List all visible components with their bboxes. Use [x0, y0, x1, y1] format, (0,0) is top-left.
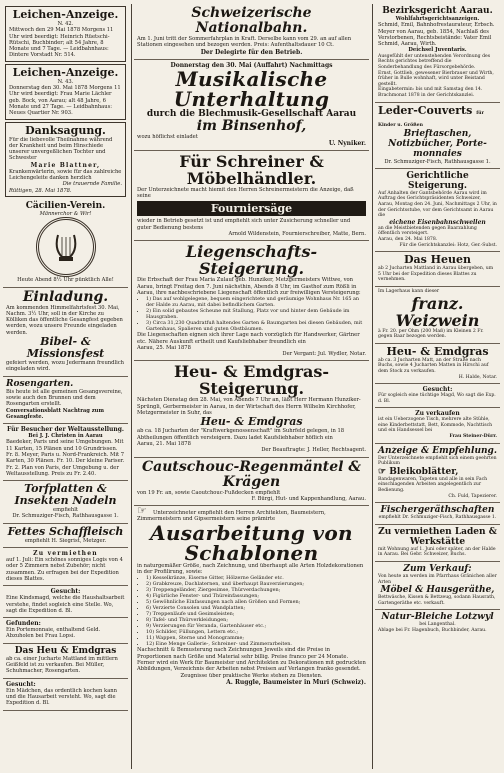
- hay-notice-2: Das Heuen ab 2 Jucharten Mattland in Aarau übergeben, um 5 Uhr bei der Expedition dieses Blattes zu vernehmen.: [375, 252, 500, 287]
- stencil-list: • 1) Kesselkränze, Eiserne Gitter, Hölzerne Geländer etc. • 2) Grabkreuze, Dachlaternen, und überhaupt Bauverzierungen; • 3) Treppengeländer, Ziergesimse, Thürverdachungen; • 4) Figürliche Fenster- und Thüreinfassungen; • 5) Gewöhnliche Einfassungen nach allen Größen und Formen; • 6) Verzierte Consolen und Wandplatten; • 7) Treppenläufe und Gesimsleisten; • 8) Tafel- und Thürverkleidungen; • 9) Verzierungen für Veranda, Gartenhäuser etc.; • 10) Schilder, Füllungen, Lettern etc.; • 11) Wappen, Sterne und Monogramme; • 12) Eine Menge Gallerie-, Schreiner- und Zimmerarbeiten.: [137, 575, 366, 647]
- bleaching-ad: Natur-Bleiche Lotzwyl bei Langenthal. Ablage bei Fr. Hagenbuch, Buchbinder, Aarau.: [378, 612, 494, 633]
- shop-rent-ad: Zu vermiethen Laden & Werkstätte mit Wohnung auf 1. Juni oder später, an der Halde in Aarau. Bei Gebr. Schweizer, Buchs.: [375, 525, 500, 562]
- invitation-notice: Einladung. Am kommenden Himmelfahrtsfest 30. Mai, Nachm. 3½ Uhr, soll in der Kirche zu Kölliken das öffentliche Gesangfest gegeben werden, wozu unsere Freunde eingeladen werden. Bibel- & Missionsfest gefeiert werden, wozu Jedermann freundlich eingeladen wird.: [3, 288, 128, 377]
- stencil-ad: ☞ Unterzeichneter empfiehlt den Herren Architekten, Baumeistern, Zimmermeistern und Gipsermeistern seine prämirte Ausarbeitung von Schablonen in naturgemäßer Größe, nach Zeichnung, und überhaupt alle Arten Holzdekorationen in der Profilirung, sowie: • 1) Kesselkränze, Eiserne Gitter, Hölzerne Geländer etc. • 2) Grabkreuze, Dachlaternen, und überhaupt Bauverzierungen; • 3) Treppengeländer, Ziergesimse, Thürverdachungen; • 4) Figürliche Fenster- und Thüreinfassungen; • 5) Gewöhnliche Einfassungen nach allen Größen und Formen; • 6) Verzierte Consolen und Wandplatten; • 7) Treppenläufe und Gesimsleisten; • 8) Tafel- und Thürverkleidungen; • 9) Verzierungen für Veranda, Gartenhäuser etc.; • 10) Schilder, Füllungen, Lettern etc.; • 11) Wappen, Sterne und Monogramme; • 12) Eine Menge Gallerie-, Schreiner- und Zimmerarbeiten. Nachschnitt & Bemusterung nach Zeichnungen Jeweils sind die Preise in Proportionen nach Größe und Material sehr billig. Preise franco per 24 Monate. Ferner wird ein Werk für Baumeister und Architekten zu Dekorationen mit gedruckten Abbildungen, Verzeichnis der Arbeiten nebst Preisen auf Verlangen franko gesendet. Zeugnisse über praktische Werke stehen zu Diensten. A. Ruggle, Baumeister in Muri (Schweiz).: [134, 506, 369, 689]
- found-ad: Gefunden: Ein Portemonnaie, enthaltend Geld. Abzuholen bei Frau Lopsi.: [3, 618, 128, 644]
- leather-goods-ad: Leder-Couverts für Kinder u. Größen Brieftaschen, Notizbücher, Porte-monnaies Dr. Schmuziger-Fisch, Rathhausgasse 1.: [375, 103, 500, 169]
- rent-ad: Zu vermiethen auf 1. Juli: Ein schönes sonniges Logis von 4 oder 5 Zimmern nebst Zubehör; nicht zusammen. Zu erfragen bei der Expedition dieses Blattes.: [3, 548, 128, 586]
- wanted-ad-1: Gesucht: Eine Kindsmagd, welche die Haushaltsarbeit verstehe, findet sogleich eine Stelle. Wo, sagt die Expedition d. Bl.: [3, 586, 128, 618]
- wanted-ad-2: Gesucht: Ein Mädchen, das ordentlich kochen kann und die Hausarbeit versteht. Wo, sagt die Expedition d. Bl.: [3, 679, 128, 711]
- hay-notice-3: Heu- & Emdgras ab ca. 3 Jucharten Matt, an der Straße nach Buchs, sowie 4 Jucharten Matten in Hirschi auf dem Stock zu verkaufen. H. Halde, Notar.: [375, 344, 500, 384]
- court-auction-ad: Gerichtliche Steigerung. Auf Anhalten der Gantsbehörde Aarau wird im Auftrag des Gerichtspräsidenten Schweizer, Aarau, Montag den 24. Juni, Nachmittags 2 Uhr, in der Gerichtsstube, vor dem Gerichtsamt in Aarau die eichene Eisenbahnschwellen an die Meistbietenden gegen Baarzahlung öffentlich versteigert. Aarau, den 24. Mai 1878. Für die Gerichtskanzlei: Hotz, Ger.-Subst.: [375, 169, 500, 252]
- world-exhibition-ad: Für Besucher der Weltausstellung. Bei J. J. Christen in Aarau Baedeker, Paris und seine Umgebungen. Mit 11 Karten, 15 Plänen und 10 Grundrissen. Fr. 8. Meyer, Paris u. Nord-Frankreich. Mit 7 Karten, 30 Plänen. Fr. 10. Der kleine Pariser. Fr. 2. Plan von Paris, der Umgebung u. der Weltausstellung. Preis zu Fr. 2.40.: [3, 424, 128, 481]
- for-sale-ad: Zu verkaufen ist ein Ueberzogene Tisch, mehrere alte Stühle, eine Kinderbettstatt, Bett, Kommode, Nachttisch und ein Handsessel bei Frau Steiner-Dürr.: [375, 408, 500, 443]
- wine-ad: Im Lagerhaus kann dieser franz. Weizwein à Fr. 20. per Ohm (200 Maß) im Kleinen 2 Fr. gegen Baar bezogen werden.: [375, 287, 500, 344]
- mutton-ad: Fettes Schaffleisch empfiehlt H. Siegrist, Metzger.: [3, 524, 128, 548]
- lyre-icon: [46, 227, 86, 267]
- railway-notice: Schweizerische Nationalbahn. Am 1. Juni tritt der Sommerfahrplan in Kraft. Derselbe kann vom 29. an auf allen Stationen eingesehen und bezogen werden. Preis: Aufenthaltsdauer 10 Ct. Der Delegirte für den Betrieb.: [134, 4, 369, 60]
- sale-ad: Zum Verkauf: Von heute an werden im Pfarrhaus Gränichen aller Arten Möbel & Hausgeräthe, Bettwäsche, Kissen & Bettzeug, sodann Hausrath, Gartengeräthe etc. verkauft.: [375, 562, 500, 610]
- carpenter-ad: Für Schreiner & Möbelhändler. Der Unterzeichnete macht hiemit den Herren Schreinermeistern die Anzeige, daß seine Fourniersäge wieder in Betrieb gesetzt ist und empfiehlt sich unter Zusicherung schneller und guter Bedienung bestens Arnold Wildenstein, Fournierschreiber, Matte, Bern.: [134, 151, 369, 241]
- pointing-hand-icon: ☞: [378, 466, 387, 477]
- hay-ad-1: Das Heu & Emdgras ab ca. einer Jucharte Mattland im mittlern Geißfeld ist zu verkaufen. Bei Müller, Schuhmacher, Rosengarten.: [3, 644, 128, 679]
- newspaper-page: [3, 4, 500, 769]
- recommendation-ad: Anzeige & Empfehlung. Der Unterzeichnete empfiehlt sich einem geehrten Publikum ☞ Bleikoblätter, Bandagenwaren, Tapeten und alle in sein Fach einschlagenden Arbeiten angelegentlich zur Bedienung. Ch. Fuld, Tapezierer.: [375, 444, 500, 504]
- concert-notice: Donnerstag den 30. Mai (Auffahrt) Nachmittags Musikalische Unterhaltung durch die Blechmusik-Gesellschaft Aarau im Binsenhof, wozu höflichst einladet U. Nyniker.: [134, 60, 369, 151]
- thanks-notice: Danksagung. Für die liebevolle Theilnahme während der Krankheit und beim Hinschiede unserer unvergeßlichen Tochter und Schwester Marie Blattner, Krankenwärterin, sowie für das zahlreiche Leichengeleite danken herzlich Die trauernde Familie. Rüttigen, 28. Mai 1878.: [5, 122, 126, 197]
- rosengarten-notice: Rosengarten. Bis heute ist alle gemeinen Gesangsvereine, sowie auch den Brunnen und dem Rosengarten erstellt. Conversationsblatt Nachtrag zum Gesangfeste.: [3, 377, 128, 424]
- peat-plates-ad: Torfplatten & Insekten Nadeln empfiehlt Dr. Schmuziger-Fisch, Rathhausgasse 1.: [3, 481, 128, 524]
- column-divider: [372, 4, 373, 769]
- column-left: [3, 4, 128, 769]
- funeral-notice-42: Leichen-Anzeige. N. 42. Mittwoch den 29 Mai 1878 Morgens 11 Uhr wird beerdigt: Heinrich Rüetschi-Rütschi, Buchbinder; alt 54 Jahre, 8 Monate und 7 Tage. — Leidbahnhaus: Dintere Vorstadt Nr. 514.: [5, 6, 126, 62]
- column-right: [375, 4, 500, 769]
- property-list: • 1) Das auf wohlgelegene, bequem eingerichtete und geräumige Wohnhaus Nr. 165 an der Halde zu Aarau, mit dabei befindlichem Garten. • 2) Ein solid gebautes Scheune mit Stallung, Platz vor und hinter dem Gebäude im Hausgraben. • 3) Circa 31,230 Quadratfuß haltendes Garten & Baumgarten bei diesen Gebäuden, mit Gartenhaus, Spalieren und guten Obstbäumen.: [137, 296, 366, 332]
- court-notice: Bezirksgericht Aarau. Wohlfahrtsgerichtsanzeigen. Schmid, Emil, Bahnhofrestaurateur, Erbsch. Meyer von Aarau, geb. 1854, Nachlaß des Verstorbenen, Rechtsbeistände: Vater Emil Schmid, Aarau, Wirth. Deichsel Juventaris. Ausgefühlt der untenstehenden Verordnung des Rechts gerichtes betreffend die Sonderbehandlung des Fürsorgebehörde. Ernst, Gottlieb, gewesener Bierbrauer und Wirth, früher in Bulle wohnhaft, wird unter Beistand gestellt. Eingabetermin: bis und mit Samstag den 14. Brachmonat 1878 in der Gerichtskanzlei.: [375, 4, 500, 103]
- choir-notice: Cäcilien-Verein. Männerchor & Wir! Heute Abend 8½ Uhr pünktlich Alle!: [3, 199, 128, 288]
- funeral-notice-43: Leichen-Anzeige. N. 43. Donnerstag den 30. Mai 1878 Morgens 11 Uhr wird beerdigt: Frau Marie Lächler geb. Bock, von Aarau; alt 48 Jahre, 6 Monate und 27 Tage. — Leidbahnhaus: Neues Quartier Nr. 903.: [5, 64, 126, 120]
- lyre-wreath-emblem: [36, 217, 96, 277]
- property-auction-ad: Liegenschafts-Steigerung. Die Erbschaft der Frau Maria Zulauf geb. Hunziker, Metzgermeisters Wittwe, von Aarau, bringt Freitag den 7. Juni nächsthin, Abends 8 Uhr, im Gasthof zum Rößli in Aarau, ihre nachbeschriebene Liegenschaft öffentlich zur freiwilligen Versteigerung: • 1) Das auf wohlgelegene, bequem eingerichtete und geräumige Wohnhaus Nr. 165 an der Halde zu Aarau, mit dabei befindlichem Garten. • 2) Ein solid gebautes Scheune mit Stallung, Platz vor und hinter dem Gebäude im Hausgraben. • 3) Circa 31,230 Quadratfuß haltendes Garten & Baumgarten bei diesen Gebäuden, mit Gartenhaus, Spalieren und guten Obstbäumen. Die Liegenschaften eignen sich ihrer Lage nach vorzüglich für Handwerker, Gärtner etc. Nähere Auskunft ertheilt und Kaufsliebhaber freundlich ein Aarau, 25. Mai 1878 Der Vergant: Jul. Wydler, Notar.: [134, 241, 369, 361]
- fishing-gear-ad: Fischergeräthschaften empfiehlt Dr. Schmuziger-Fisch, Rathhausgasse 1.: [375, 503, 500, 525]
- wanted-ad-3: Gesucht: Für sogleich eine tüchtige Magd, Wo sagt die Exp. d. Bl.: [375, 384, 500, 408]
- pointing-hand-icon: ☞: [137, 504, 147, 518]
- column-divider: [131, 4, 132, 769]
- raincoat-ad: Cautschouc-Regenmäntel & Krägen von 19 Fr. an, sowie Caoutchouc-Fußdecken empfiehlt F. Bürgi, Hut- und Kappenhandlung, Aarau.: [134, 458, 369, 507]
- column-middle: [134, 4, 369, 769]
- hay-auction-ad: Heu- & Emdgras-Steigerung. Nächsten Dienstag den 28. Mai, von Abends 7 Uhr an, läßt Herr Hermann Hunziker-Sprüngli, Gerbermeister in Aarau, in der Wirtschaft des Herrn Wilhelm Kirchhofer, Metzgermeister in Suhr, das Heu- & Emdgras ab ca. 18 Jucharten der "Kraftwerkgenossenschaft" im Suhrfeld gelegen, in 18 Abtheilungen öffentlich versteigern. Dazu ladet Kaufsliebhaber höflich ein Aarau, 21. Mai 1878 Der Beauftragte: J. Heller, Rechtsagent.: [134, 361, 369, 457]
